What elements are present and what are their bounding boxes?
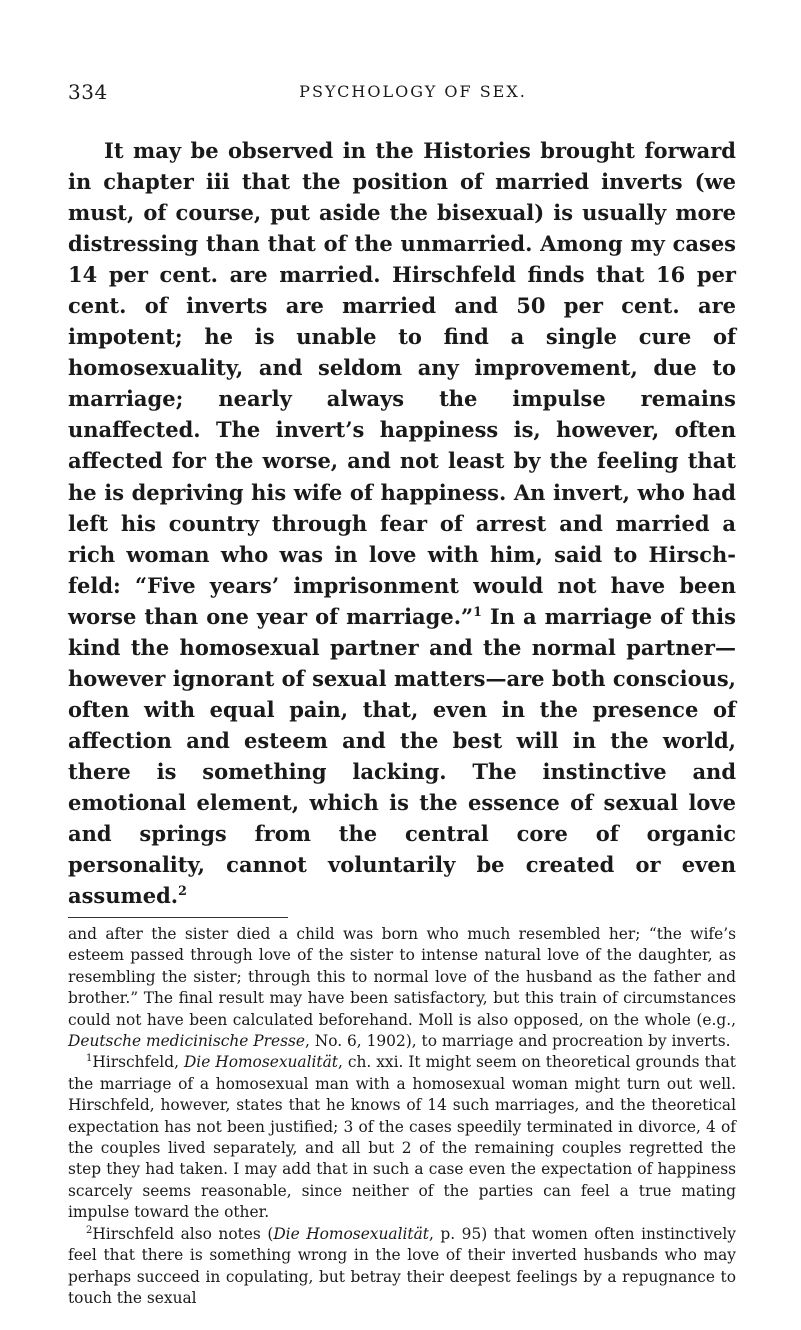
footnote-1-text-b: , ch. xxi. It might seem on theoretical grounds that the marriage of a homosexual man with a homosexual woman might turn out well. Hirschfeld, however, states that he knows of 14 such marriages, and the theoretical expectation has not been justified; 3 of the cases speedily terminated in divorce, 4 of the couples lived separately, and all but 2 of the remaining couples regretted the step they had taken. I may add that in such a case even the expectation of happiness scarcely seems reasonable, since neither of the parties can feel a true mating impulse toward the other. xyxy=(68,1053,736,1222)
footnote-2-text-b: , p. 95) that women often instinctively feel that there is something wrong in the love of their inverted husbands who may perhaps succeed in copulating, but betray their deepest feelings by a repugnance to touch the sexual xyxy=(68,1224,736,1307)
footnote-1-marker: 1 xyxy=(86,1053,93,1065)
running-title: PSYCHOLOGY OF SEX. xyxy=(299,82,527,101)
footnote-continuation xyxy=(68,924,736,1052)
footnote-ref-2: 2 xyxy=(178,883,187,899)
main-text xyxy=(68,135,736,911)
paragraph-text-part2: In a marriage of this kind the homosexual partner and the normal partner—however ignorant of sexual matters—are both conscious, often with equal pain, that, even in the presence of affection and esteem and the best will in the world, there is something lacking. The instinctive and emotional element, which is the essence of sexual love and springs from the central core of organic personality, cannot voluntarily be created or even assumed. xyxy=(68,603,736,909)
paragraph-text-part1: It may be observed in the Histories brought forward in chapter iii that the position of married inverts (we must, of course, put aside the bisexual) is usually more distressing than that of the unmarried. Among my cases 14 per cent. are married. Hirschfeld finds that 16 per cent. of inverts are married and 50 per cent. are impotent; he is unable to find a single cure of homosexuality, and seldom any improvement, due to marriage; nearly always the impulse remains unaffected. The invert’s happiness is, however, often affected for the worse, and not least by the feeling that he is depriving his wife of happiness. An invert, who had left his country through fear of arrest and married a rich woman who was in love with him, said to Hirschfeld: “Five years’ imprisonment would not have been worse than one year of marriage.” xyxy=(68,138,736,629)
footnote-1-title: Die Homosexualität xyxy=(183,1053,338,1072)
footnote-2 xyxy=(68,1224,736,1310)
footnote-2-marker: 2 xyxy=(86,1224,93,1236)
continuation-text-b: , No. 6, 1902), to marriage and procreation by inverts. xyxy=(304,1032,731,1051)
footnote-divider xyxy=(68,917,288,918)
footnote-2-title: Die Homosexualität xyxy=(273,1224,429,1243)
footnote-2-text-a: Hirschfeld also notes ( xyxy=(92,1224,274,1243)
body-paragraph xyxy=(68,135,736,911)
continuation-journal-title: Deutsche medicinische Presse xyxy=(68,1032,305,1051)
page-number: 334 xyxy=(68,80,108,104)
footnote-ref-1: 1 xyxy=(473,603,482,619)
footnote-1-text-a: Hirschfeld, xyxy=(92,1053,184,1072)
footnote-1 xyxy=(68,1052,736,1223)
page-header xyxy=(68,80,738,110)
continuation-text-a: and after the sister died a child was born who much resembled her; “the wife’s esteem passed through love of the sister to intense natural love of the daughter, as resembling the sister; through this to normal love of the husband as the father and brother.” The final result may have been satisfactory, but this train of circumstances could not have been calculated beforehand. Moll is also opposed, on the whole (e.g., xyxy=(68,925,736,1029)
footnotes xyxy=(68,924,736,1309)
